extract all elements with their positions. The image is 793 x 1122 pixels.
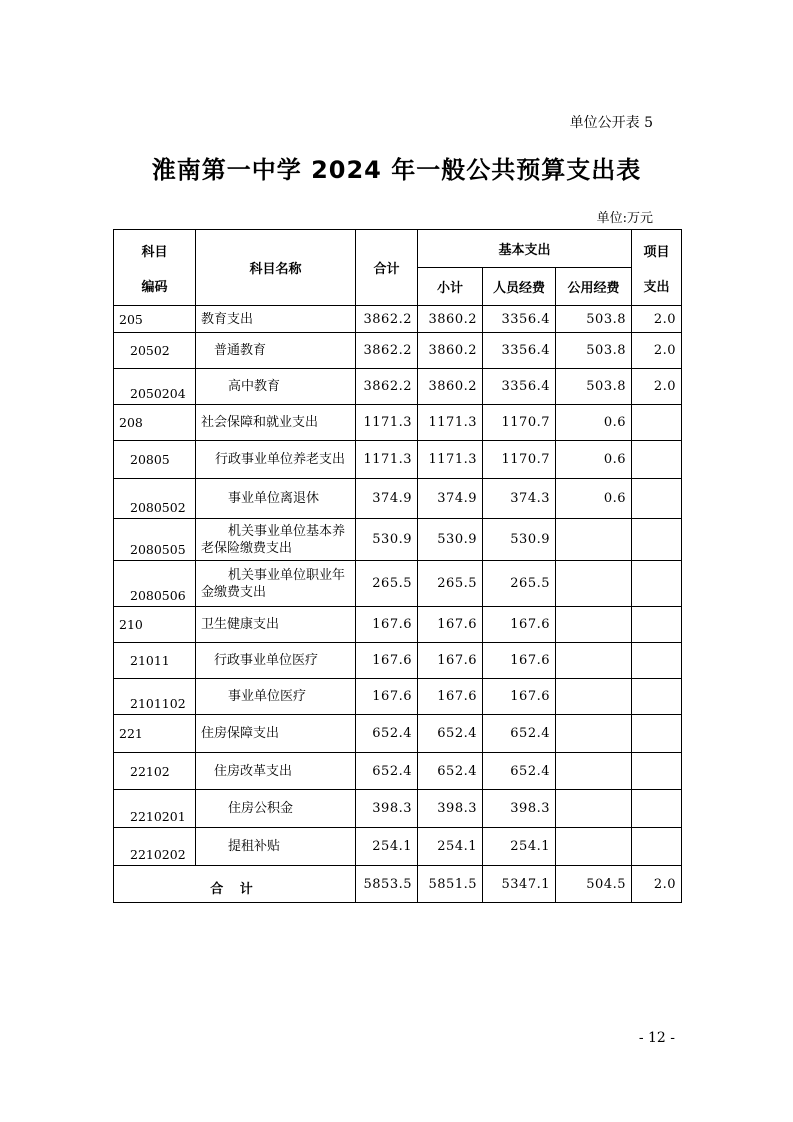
row-personnel: 3356.4 bbox=[483, 369, 556, 405]
row-subtotal: 3860.2 bbox=[418, 369, 483, 405]
row-subtotal: 398.3 bbox=[418, 790, 483, 828]
row-code: 221 bbox=[114, 715, 196, 753]
row-name: 住房保障支出 bbox=[196, 715, 356, 753]
row-project bbox=[632, 405, 682, 441]
row-code: 2080505 bbox=[114, 519, 196, 561]
form-number: 单位公开表 5 bbox=[569, 115, 653, 131]
row-subtotal: 530.9 bbox=[418, 519, 483, 561]
row-public: 0.6 bbox=[556, 479, 632, 519]
row-code: 2210201 bbox=[114, 790, 196, 828]
row-personnel: 398.3 bbox=[483, 790, 556, 828]
row-name: 提租补贴 bbox=[196, 828, 356, 866]
totals-personnel: 5347.1 bbox=[483, 866, 556, 903]
totals-row bbox=[114, 866, 682, 903]
row-personnel: 652.4 bbox=[483, 753, 556, 790]
row-public: 503.8 bbox=[556, 333, 632, 369]
table-row bbox=[114, 790, 682, 828]
row-project bbox=[632, 607, 682, 643]
totals-total: 5853.5 bbox=[356, 866, 418, 903]
row-name: 行政事业单位医疗 bbox=[196, 643, 356, 679]
row-personnel: 530.9 bbox=[483, 519, 556, 561]
row-public bbox=[556, 715, 632, 753]
row-public bbox=[556, 679, 632, 715]
page-title: 淮南第一中学 2024 年一般公共预算支出表 bbox=[151, 156, 642, 184]
unit-label: 单位:万元 bbox=[596, 211, 653, 226]
row-total: 398.3 bbox=[356, 790, 418, 828]
row-subtotal: 652.4 bbox=[418, 715, 483, 753]
row-public bbox=[556, 519, 632, 561]
row-project bbox=[632, 828, 682, 866]
table-row bbox=[114, 441, 682, 479]
row-code: 210 bbox=[114, 607, 196, 643]
row-code: 2101102 bbox=[114, 679, 196, 715]
table-row bbox=[114, 369, 682, 405]
row-project bbox=[632, 679, 682, 715]
row-subtotal: 374.9 bbox=[418, 479, 483, 519]
row-personnel: 167.6 bbox=[483, 679, 556, 715]
row-project bbox=[632, 790, 682, 828]
table-row bbox=[114, 561, 682, 607]
row-project bbox=[632, 519, 682, 561]
row-public bbox=[556, 828, 632, 866]
row-total: 374.9 bbox=[356, 479, 418, 519]
row-total: 167.6 bbox=[356, 679, 418, 715]
row-project bbox=[632, 561, 682, 607]
row-public bbox=[556, 561, 632, 607]
row-personnel: 167.6 bbox=[483, 607, 556, 643]
row-code: 22102 bbox=[114, 753, 196, 790]
row-subtotal: 167.6 bbox=[418, 607, 483, 643]
table-row bbox=[114, 828, 682, 866]
header-name: 科目名称 bbox=[196, 230, 356, 306]
row-project bbox=[632, 479, 682, 519]
header-code-top: 科目 bbox=[141, 244, 168, 260]
header-project-top: 项目 bbox=[643, 244, 670, 260]
row-name: 普通教育 bbox=[196, 333, 356, 369]
row-subtotal: 3860.2 bbox=[418, 306, 483, 333]
row-name: 住房改革支出 bbox=[196, 753, 356, 790]
row-total: 254.1 bbox=[356, 828, 418, 866]
table-row bbox=[114, 679, 682, 715]
row-public bbox=[556, 790, 632, 828]
row-name: 教育支出 bbox=[196, 306, 356, 333]
row-personnel: 3356.4 bbox=[483, 333, 556, 369]
row-project: 2.0 bbox=[632, 333, 682, 369]
row-subtotal: 1171.3 bbox=[418, 441, 483, 479]
row-code: 20502 bbox=[114, 333, 196, 369]
row-project bbox=[632, 643, 682, 679]
row-personnel: 374.3 bbox=[483, 479, 556, 519]
totals-subtotal: 5851.5 bbox=[418, 866, 483, 903]
table-row bbox=[114, 519, 682, 561]
row-personnel: 1170.7 bbox=[483, 405, 556, 441]
row-total: 265.5 bbox=[356, 561, 418, 607]
row-name: 高中教育 bbox=[196, 369, 356, 405]
table-row bbox=[114, 715, 682, 753]
row-public bbox=[556, 607, 632, 643]
row-public: 503.8 bbox=[556, 369, 632, 405]
row-code: 205 bbox=[114, 306, 196, 333]
row-name: 卫生健康支出 bbox=[196, 607, 356, 643]
row-total: 530.9 bbox=[356, 519, 418, 561]
row-subtotal: 254.1 bbox=[418, 828, 483, 866]
row-subtotal: 1171.3 bbox=[418, 405, 483, 441]
row-name: 事业单位医疗 bbox=[196, 679, 356, 715]
totals-project: 2.0 bbox=[632, 866, 682, 903]
header-code-bottom: 编码 bbox=[141, 279, 168, 295]
row-name: 住房公积金 bbox=[196, 790, 356, 828]
row-total: 3862.2 bbox=[356, 306, 418, 333]
row-code: 2080502 bbox=[114, 479, 196, 519]
row-personnel: 265.5 bbox=[483, 561, 556, 607]
row-total: 167.6 bbox=[356, 607, 418, 643]
row-public bbox=[556, 643, 632, 679]
table-row bbox=[114, 643, 682, 679]
row-name: 机关事业单位基本养老保险缴费支出 bbox=[196, 519, 356, 561]
row-total: 1171.3 bbox=[356, 441, 418, 479]
row-code: 20805 bbox=[114, 441, 196, 479]
table-row bbox=[114, 333, 682, 369]
row-project: 2.0 bbox=[632, 369, 682, 405]
table-row bbox=[114, 753, 682, 790]
row-code: 2210202 bbox=[114, 828, 196, 866]
row-total: 652.4 bbox=[356, 753, 418, 790]
row-project bbox=[632, 715, 682, 753]
row-total: 1171.3 bbox=[356, 405, 418, 441]
row-code: 21011 bbox=[114, 643, 196, 679]
row-code: 2080506 bbox=[114, 561, 196, 607]
row-personnel: 167.6 bbox=[483, 643, 556, 679]
row-public: 0.6 bbox=[556, 441, 632, 479]
row-personnel: 254.1 bbox=[483, 828, 556, 866]
row-subtotal: 265.5 bbox=[418, 561, 483, 607]
row-name: 事业单位离退休 bbox=[196, 479, 356, 519]
header-total: 合计 bbox=[356, 230, 418, 306]
row-total: 3862.2 bbox=[356, 369, 418, 405]
row-personnel: 1170.7 bbox=[483, 441, 556, 479]
totals-label: 合 计 bbox=[114, 866, 356, 903]
row-name: 行政事业单位养老支出 bbox=[196, 441, 356, 479]
budget-table bbox=[113, 229, 682, 903]
row-public: 0.6 bbox=[556, 405, 632, 441]
page-number: - 12 - bbox=[638, 1030, 675, 1046]
header-personnel: 人员经费 bbox=[483, 268, 556, 306]
table-row bbox=[114, 306, 682, 333]
header-public: 公用经费 bbox=[556, 268, 632, 306]
row-total: 3862.2 bbox=[356, 333, 418, 369]
row-personnel: 652.4 bbox=[483, 715, 556, 753]
row-subtotal: 652.4 bbox=[418, 753, 483, 790]
row-personnel: 3356.4 bbox=[483, 306, 556, 333]
row-project bbox=[632, 441, 682, 479]
row-code: 208 bbox=[114, 405, 196, 441]
row-public: 503.8 bbox=[556, 306, 632, 333]
row-subtotal: 167.6 bbox=[418, 643, 483, 679]
totals-public: 504.5 bbox=[556, 866, 632, 903]
row-name: 机关事业单位职业年金缴费支出 bbox=[196, 561, 356, 607]
row-project bbox=[632, 753, 682, 790]
row-name: 社会保障和就业支出 bbox=[196, 405, 356, 441]
row-public bbox=[556, 753, 632, 790]
row-total: 167.6 bbox=[356, 643, 418, 679]
row-code: 2050204 bbox=[114, 369, 196, 405]
header-basic: 基本支出 bbox=[418, 230, 632, 268]
table-row bbox=[114, 607, 682, 643]
table-row bbox=[114, 405, 682, 441]
header-project bbox=[632, 230, 682, 306]
row-subtotal: 3860.2 bbox=[418, 333, 483, 369]
table-row bbox=[114, 479, 682, 519]
row-project: 2.0 bbox=[632, 306, 682, 333]
header-project-bottom: 支出 bbox=[643, 279, 670, 295]
row-total: 652.4 bbox=[356, 715, 418, 753]
header-subtotal: 小计 bbox=[418, 268, 483, 306]
row-subtotal: 167.6 bbox=[418, 679, 483, 715]
header-code bbox=[114, 230, 196, 306]
